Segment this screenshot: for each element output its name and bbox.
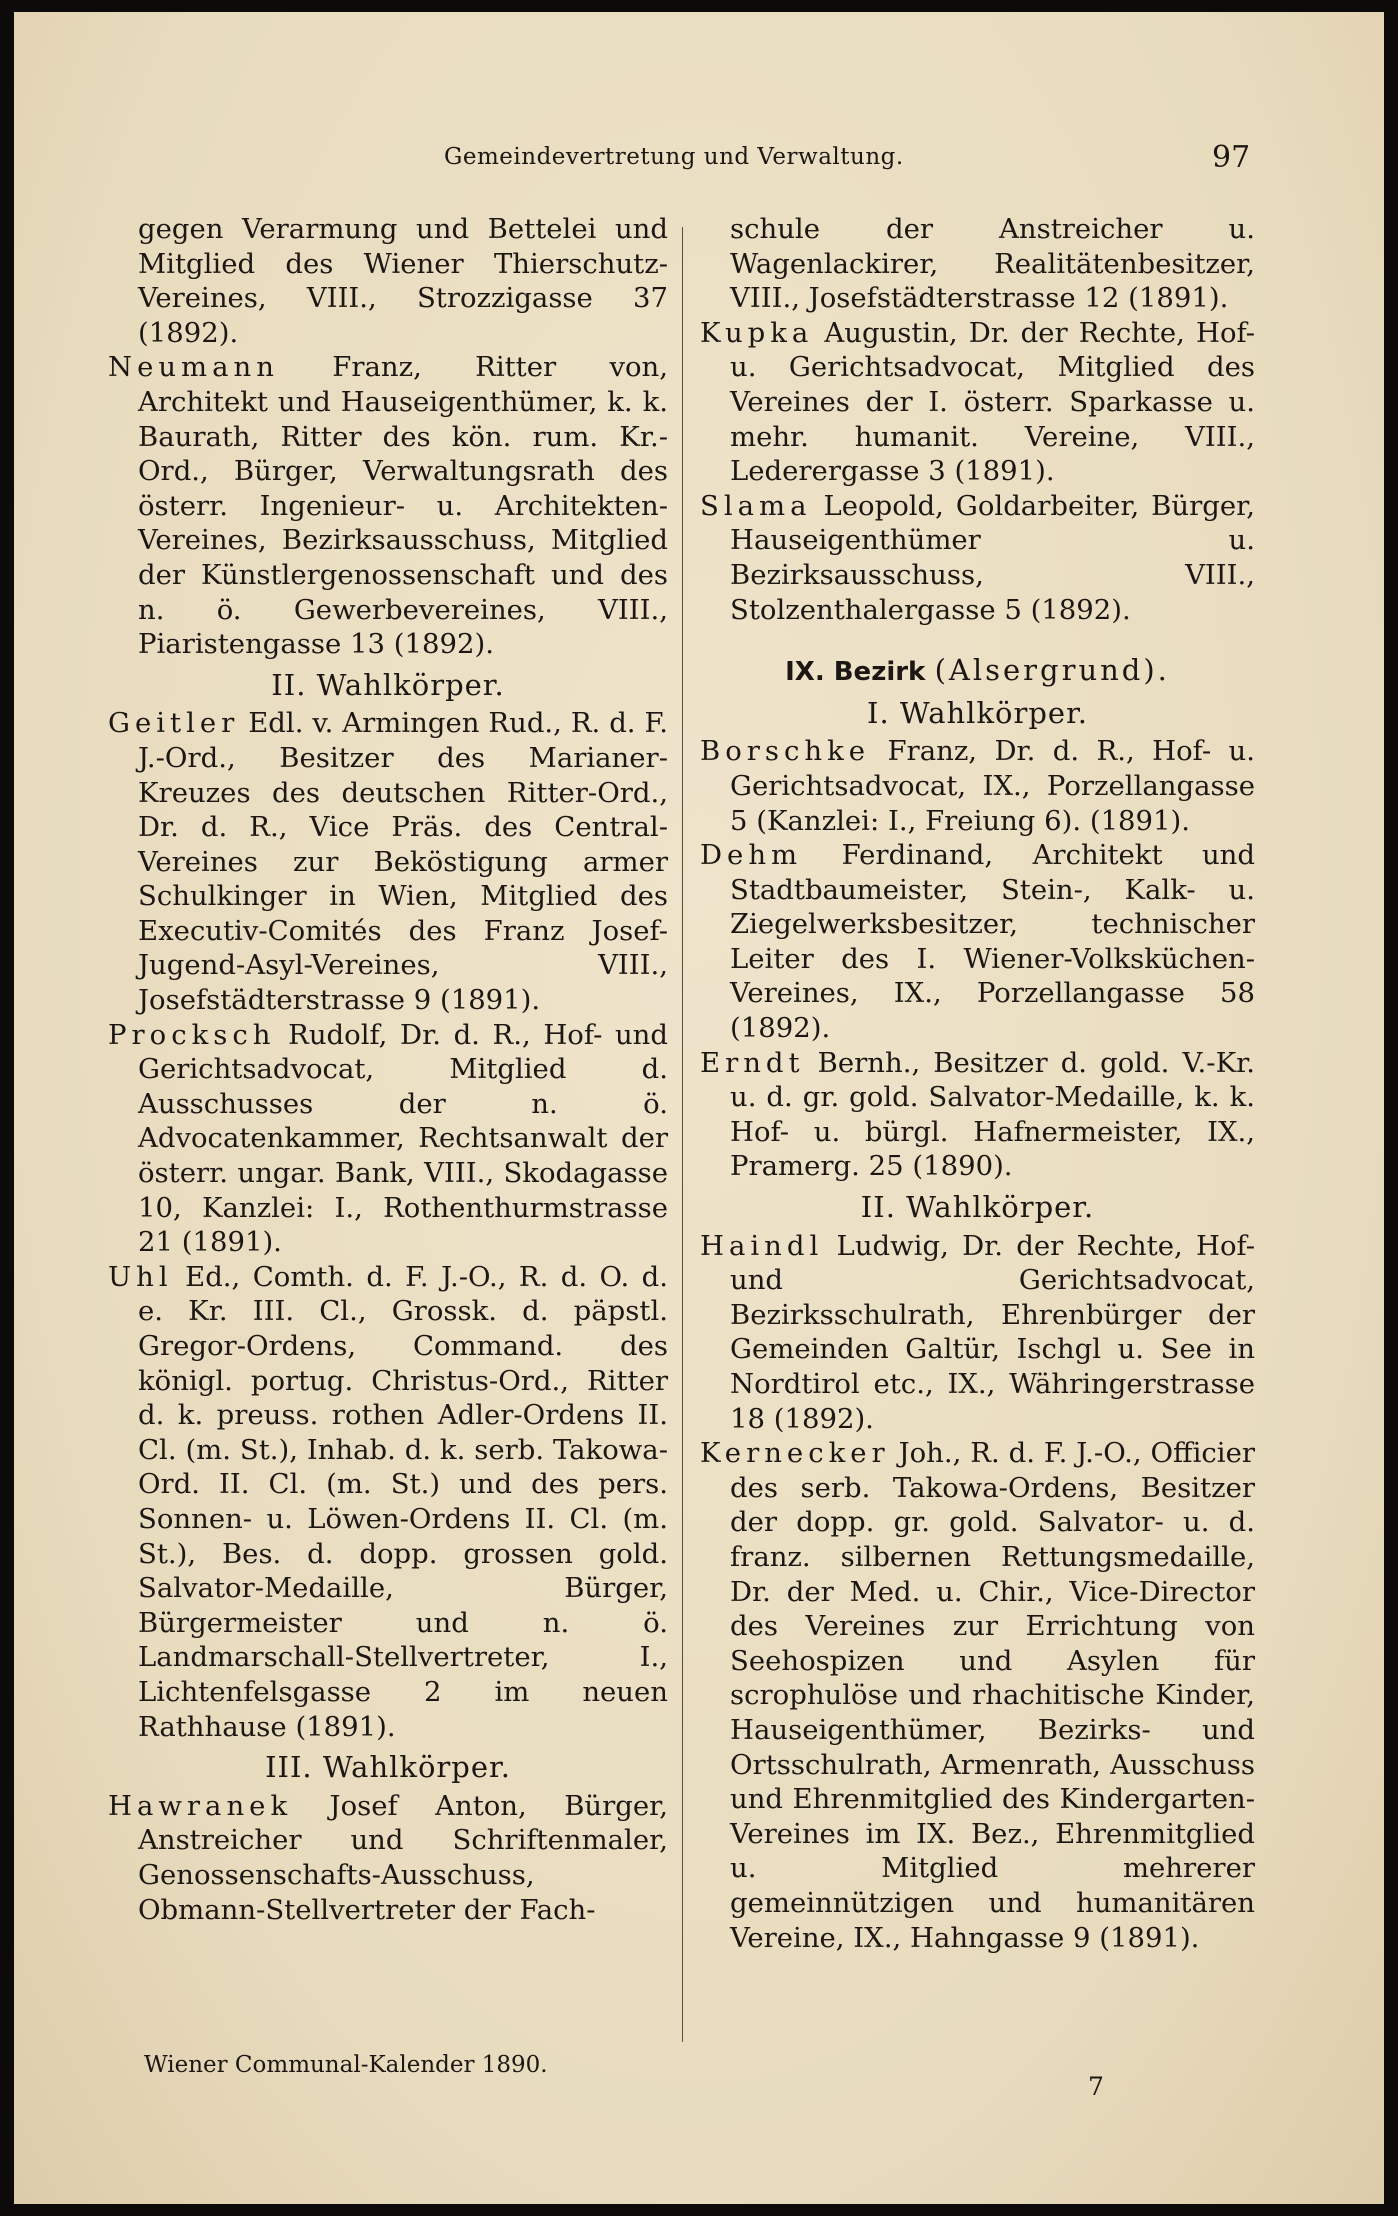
entry-kupka (700, 316, 1255, 489)
entry-name: Borschke (700, 735, 871, 768)
footer-note: Wiener Communal-Kalender 1890. (144, 2052, 548, 2078)
entry-hawranek (108, 1789, 668, 1927)
page-number: 97 (1212, 140, 1251, 175)
section-heading: III. Wahlkörper. (265, 1750, 511, 1785)
entry-name: Kernecker (700, 1437, 890, 1470)
entry-text: Franz, Ritter von, Architekt und Hauseigenthümer, k. k. Baurath, Ritter des kön. rum. Kr.-Ord., Bürger, Verwaltungsrath des österr. Ingenieur- u. Architekten-Vereines, Bezirksausschuss, Mitglied der Künstlergenossenschaft und des n. ö. Gewerbevereines, VIII., Piaristengasse 13 (1892). (138, 351, 668, 661)
entry-text: Leopold, Goldarbeiter, Bürger, Hauseigenthümer u. Bezirksausschuss, VIII., Stolzenthalergasse 5 (1892). (730, 489, 1255, 626)
entry-text: Rudolf, Dr. d. R., Hof- und Gerichtsadvocat, Mitglied d. Ausschusses der n. ö. Advocatenkammer, Rechtsanwalt der österr. ungar. Bank, VIII., Skodagasse 10, Kanzlei: I., Rothenthurmstrasse 21 (1891). (138, 1018, 668, 1259)
entry-uhl (108, 1260, 668, 1744)
entry-text: Ferdinand, Architekt und Stadtbaumeister, Stein-, Kalk- u. Ziegelwerksbesitzer, technischer Leiter des I. Wiener-Volksküchen-Vereines, IX., Porzellangasse 58 (1892). (730, 839, 1255, 1045)
entry-text: Ed., Comth. d. F. J.-O., R. d. O. d. e. Kr. III. Cl., Grossk. d. päpstl. Gregor-Ordens, Command. des königl. portug. Christus-Ord., Ritter d. k. preuss. rothen Adler-Ordens II. Cl. (m. St.), Inhab. d. k. serb. Takowa-Ord. II. Cl. (m. St.) und des pers. Sonnen- u. Löwen-Ordens II. Cl. (m. St.), Bes. d. dopp. grossen gold. Salvator-Medaille, Bürger, Bürgermeister und n. ö. Landmarschall-Stellvertreter, I., Lichtenfelsgasse 2 im neuen Rathhause (1891). (138, 1260, 668, 1743)
entry-name: Dehm (700, 839, 803, 872)
entry-name: Geitler (108, 707, 240, 740)
section-heading: II. Wahlkörper. (860, 1190, 1095, 1225)
header-title: Gemeindevertretung und Verwaltung. (444, 144, 904, 170)
district-subtitle: (Alsergrund). (934, 653, 1170, 688)
entry-geitler (108, 706, 668, 1017)
page (14, 12, 1384, 2204)
entry-name: Uhl (108, 1260, 173, 1293)
entry-neumann (108, 350, 668, 661)
left-column (108, 212, 668, 1927)
entry-dehm (700, 838, 1255, 1046)
running-header (14, 132, 1384, 175)
entry-name: Procksch (108, 1018, 276, 1051)
entry-slama (700, 489, 1255, 627)
district-heading (700, 653, 1255, 690)
signature-mark: 7 (1088, 2072, 1104, 2101)
entry-borschke (700, 734, 1255, 838)
entry-text: Ludwig, Dr. der Rechte, Hof- und Gerichtsadvocat, Bezirksschulrath, Ehrenbürger der Gemeinden Galtür, Ischgl u. See in Nordtirol etc., IX., Währingerstrasse 18 (1892). (730, 1229, 1255, 1435)
entry-name: Haindl (700, 1229, 824, 1262)
entry-text: Bernh., Besitzer d. gold. V.-Kr. u. d. gr. gold. Salvator-Medaille, k. k. Hof- u. bürgl. Hafnermeister, IX., Pramerg. 25 (1890). (730, 1046, 1255, 1183)
column-rule (682, 227, 683, 2042)
section-heading: II. Wahlkörper. (271, 667, 505, 702)
entry-name: Hawranek (108, 1789, 293, 1822)
entry-kernecker (700, 1436, 1255, 1955)
entry-text: Augustin, Dr. der Rechte, Hof- u. Gerichtsadvocat, Mitglied des Vereines der I. österr. Sparkasse u. mehr. humanit. Vereine, VIII., Lederergasse 3 (1891). (730, 316, 1255, 488)
district-title: IX. Bezirk (785, 657, 926, 688)
entry-haindl (700, 1229, 1255, 1437)
right-column (700, 212, 1255, 1955)
continued-entry: gegen Verarmung und Bettelei und Mitglied des Wiener Thierschutz-Vereines, VIII., Strozzigasse 37 (1892). (138, 213, 668, 349)
entry-text: Franz, Dr. d. R., Hof- u. Gerichtsadvocat, IX., Porzellangasse 5 (Kanzlei: I., Freiung 6). (1891). (730, 735, 1255, 837)
entry-name: Erndt (700, 1046, 805, 1079)
section-heading: I. Wahlkörper. (867, 695, 1088, 730)
entry-procksch (108, 1018, 668, 1260)
entry-erndt (700, 1046, 1255, 1184)
entry-text: Josef Anton, Bürger, Anstreicher und Schriftenmaler, Genossenschafts-Ausschuss, Obmann-Stellvertreter der Fach- (138, 1789, 668, 1926)
entry-name: Kupka (700, 316, 814, 349)
entry-name: Neumann (108, 351, 279, 384)
entry-text: Joh., R. d. F. J.-O., Officier des serb. Takowa-Ordens, Besitzer der dopp. gr. gold. Salvator- u. d. franz. silbernen Rettungsmedaille, Dr. der Med. u. Chir., Vice-Director des Vereines zur Errichtung von Seehospizen und Asylen für scrophulöse und rhachitische Kinder, Hauseigenthümer, Bezirks- und Ortsschulrath, Armenrath, Ausschuss und Ehrenmitglied des Kindergarten-Vereines im IX. Bez., Ehrenmitglied u. Mitglied mehrerer gemeinnützigen und humanitären Vereine, IX., Hahngasse 9 (1891). (730, 1437, 1255, 1954)
entry-name: Slama (700, 489, 812, 522)
entry-text: Edl. v. Armingen Rud., R. d. F. J.-Ord., Besitzer des Marianer-Kreuzes des deutschen Ritter-Ord., Dr. d. R., Vice Präs. des Central-Vereines zur Beköstigung armer Schulkinger in Wien, Mitglied des Executiv-Comités des Franz Josef-Jugend-Asyl-Vereines, VIII., Josefstädterstrasse 9 (1891). (138, 707, 668, 1017)
continued-entry: schule der Anstreicher u. Wagenlackirer, Realitätenbesitzer, VIII., Josefstädterstrasse 12 (1891). (730, 213, 1255, 315)
